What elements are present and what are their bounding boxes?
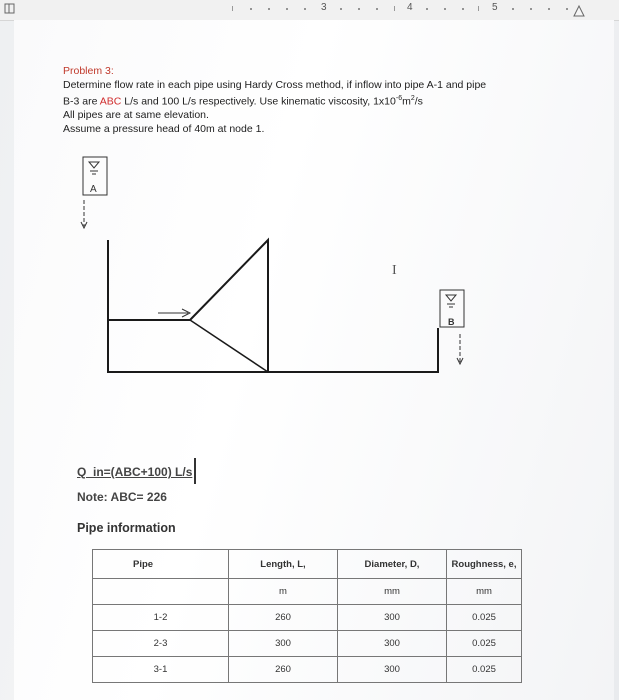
- pipe-outer-loop: [108, 240, 438, 372]
- ruler-number-5: 5: [492, 2, 498, 13]
- unit-cell: mm: [338, 579, 447, 605]
- header-length: Length, L,: [229, 550, 338, 579]
- unit-cell: [93, 579, 229, 605]
- pipe-info-table: [92, 549, 522, 683]
- pipe-triangle: [190, 240, 268, 372]
- problem-line-4: Assume a pressure head of 40m at node 1.: [63, 122, 265, 135]
- unit-per-s: /s: [414, 95, 423, 108]
- reservoir-a: [83, 157, 107, 195]
- inflow-arrow-a: [81, 200, 87, 228]
- table-header-row: [93, 550, 522, 579]
- text-caret: [194, 458, 196, 484]
- table-cell: 1-2: [93, 605, 229, 631]
- table-cell: 300: [338, 605, 447, 631]
- reservoir-b-label: B: [448, 317, 455, 327]
- inflow-arrow-b: [457, 334, 463, 364]
- water-level-icon: [446, 295, 456, 301]
- table-cell: 300: [229, 631, 338, 657]
- table-cell: 260: [229, 605, 338, 631]
- table-row: [93, 631, 522, 657]
- pipe-info-heading: Pipe information: [77, 521, 176, 535]
- problem-line-2-start: B-3 are: [63, 95, 100, 108]
- table-cell: 0.025: [447, 657, 522, 683]
- table-cell: 300: [338, 657, 447, 683]
- inflow-formula: [77, 458, 196, 484]
- flow-arrow: [158, 309, 190, 317]
- pipe-network: [108, 240, 438, 372]
- unit-cell: m: [229, 579, 338, 605]
- table-units-row: [93, 579, 522, 605]
- header-diameter: Diameter, D,: [338, 550, 447, 579]
- water-level-icon: [89, 162, 99, 168]
- abc-highlight: ABC: [99, 95, 122, 108]
- table-cell: 0.025: [447, 605, 522, 631]
- table-row: [93, 657, 522, 683]
- problem-line-3: All pipes are at same elevation.: [63, 109, 209, 121]
- table-cell: 0.025: [447, 631, 522, 657]
- unit-cell: mm: [447, 579, 522, 605]
- exponent-minus-six: -6: [395, 95, 403, 102]
- exponent-two: 2: [410, 95, 415, 102]
- problem-line-2-middle: L/s and 100 L/s respectively. Use kinematic viscosity, 1x10: [121, 95, 396, 108]
- ruler-number-4: 4: [407, 2, 413, 13]
- pipe-triangle-lower: [190, 320, 268, 372]
- ruler-number-3: 3: [321, 2, 327, 13]
- unit-m: m: [402, 95, 411, 108]
- table-cell: 260: [229, 657, 338, 683]
- table-row: [93, 605, 522, 631]
- header-pipe: Pipe: [93, 550, 229, 579]
- note-text: Note: ABC= 226: [77, 490, 167, 504]
- table-cell: 3-1: [93, 657, 229, 683]
- inflow-formula-text: Q_in=(ABC+100) L/s: [77, 465, 193, 479]
- table-cell: 300: [338, 631, 447, 657]
- text-cursor-icon: I: [392, 263, 397, 278]
- reservoir-a-label: A: [90, 184, 97, 195]
- table-cell: 2-3: [93, 631, 229, 657]
- problem-title: Problem 3:: [63, 65, 114, 77]
- reservoir-b: [440, 290, 464, 327]
- problem-line-1: Determine flow rate in each pipe using Hardy Cross method, if inflow into pipe A-1 and pipe: [63, 78, 487, 91]
- header-roughness: Roughness, e,: [447, 550, 522, 579]
